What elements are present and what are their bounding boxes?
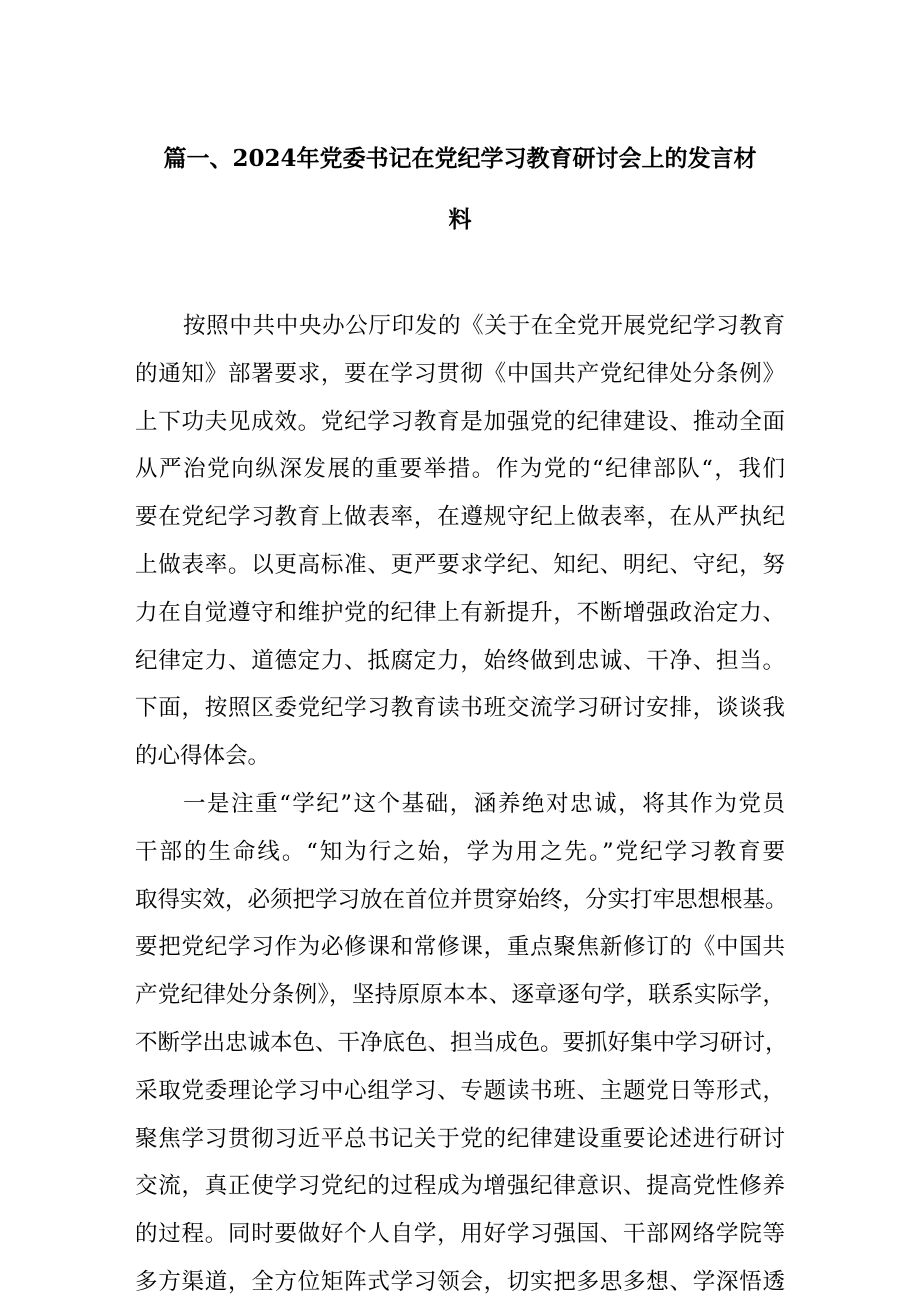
text-line: 的心得体会。 (135, 743, 271, 770)
paragraph-intro (135, 309, 785, 787)
text-line: 交流，真正使学习党纪的过程成为增强纪律意识、提高党性修养 (135, 1173, 785, 1200)
text-line: 的通知》部署要求，要在学习贯彻《中国共产党纪律处分条例》 (135, 360, 785, 387)
text-line: 产党纪律处分条例》，坚持原原本本、逐章逐句学，联系实际学， (135, 982, 785, 1009)
text-line: 一是注重“学纪”这个基础，涵养绝对忠诚，将其作为党员 (183, 790, 785, 817)
document-title-line-1: 篇一、2024年党委书记在党纪学习教育研讨会上的发言材 (163, 145, 757, 172)
text-line: 从严治党向纵深发展的重要举措。作为党的“纪律部队“，我们 (135, 456, 785, 483)
text-line: 按照中共中央办公厅印发的《关于在全党开展党纪学习教育 (183, 313, 785, 339)
document-title-line-2: 料 (448, 206, 472, 233)
text-line: 要在党纪学习教育上做表率，在遵规守纪上做表率，在从严执纪 (135, 504, 785, 531)
text-line: 的过程。同时要做好个人自学，用好学习强国、干部网络学院等 (135, 1221, 785, 1248)
text-line: 采取党委理论学习中心组学习、专题读书班、主题党日等形式， (135, 1077, 785, 1104)
text-line: 干部的生命线。“知为行之始，学为用之先。”党纪学习教育要 (135, 838, 785, 865)
text-line: 取得实效，必须把学习放在首位并贯穿始终，分实打牢思想根基。 (135, 886, 788, 913)
text-line: 聚焦学习贯彻习近平总书记关于党的纪律建设重要论述进行研讨 (135, 1125, 785, 1152)
text-line: 要把党纪学习作为必修课和常修课，重点聚焦新修订的《中国共 (135, 934, 785, 961)
paragraph-point-one (135, 787, 788, 1313)
text-line: 下面，按照区委党纪学习教育读书班交流学习研讨安排，谈谈我 (135, 695, 785, 722)
text-line: 上下功夫见成效。党纪学习教育是加强党的纪律建设、推动全面 (135, 408, 785, 435)
text-line: 上做表率。以更高标准、更严要求学纪、知纪、明纪、守纪，努 (135, 551, 785, 578)
text-line: 多方渠道，全方位矩阵式学习领会，切实把多思多想、学深悟透 (135, 1268, 785, 1295)
document-body (135, 309, 788, 1313)
text-line: 力在自觉遵守和维护党的纪律上有新提升，不断增强政治定力、 (135, 599, 785, 626)
text-line: 不断学出忠诚本色、干净底色、担当成色。要抓好集中学习研讨， (135, 1029, 788, 1056)
text-line: 纪律定力、道德定力、抵腐定力，始终做到忠诚、干净、担当。 (135, 647, 785, 674)
